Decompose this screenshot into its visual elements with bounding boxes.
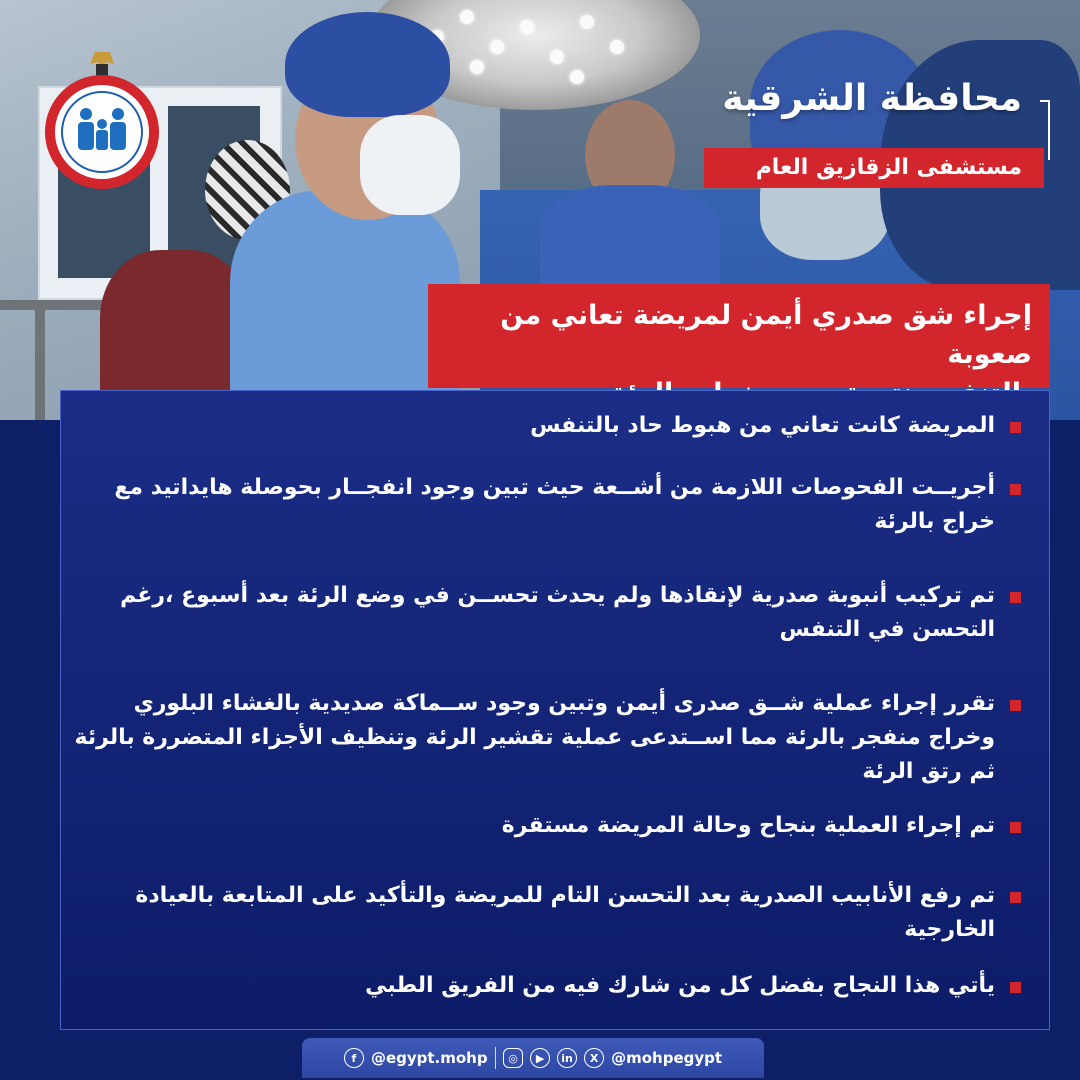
- bullet-marker-icon: [1010, 892, 1021, 903]
- bullet-item: [55, 579, 1021, 647]
- governorate-title: محافظة الشرقية: [722, 78, 1022, 119]
- bullet-line: الخارجية: [904, 917, 995, 942]
- bullet-item: [55, 969, 1021, 1003]
- bullet-line: تم إجراء العملية بنجاح وحالة المريضة مستقرة: [501, 813, 995, 838]
- content-panel: [60, 390, 1050, 1030]
- bullet-line: خراج بالرئة: [874, 509, 995, 534]
- iv-pole: [0, 300, 110, 310]
- bullet-marker-icon: [1010, 822, 1021, 833]
- ministry-logo: [40, 50, 165, 190]
- bullet-item: [55, 687, 1021, 789]
- instagram-icon[interactable]: ◎: [503, 1048, 523, 1068]
- bullet-line: التحسن في التنفس: [779, 617, 995, 642]
- headline-line-1: إجراء شق صدري أيمن لمريضة تعاني من صعوبة: [500, 300, 1032, 370]
- bullet-line: وخراج منفجر بالرئة مما اســتدعى عملية تقشير الرئة وتنظيف الأجزاء المتضررة بالرئة: [74, 725, 995, 750]
- social-handle[interactable]: @mohpegypt: [611, 1049, 723, 1067]
- bullet-item: [55, 809, 1021, 843]
- bullet-line: المريضة كانت تعاني من هبوط حاد بالتنفس: [530, 413, 995, 438]
- social-footer: [302, 1038, 764, 1078]
- bullet-item: [55, 409, 1021, 443]
- bullet-marker-icon: [1010, 700, 1021, 711]
- bullet-marker-icon: [1010, 982, 1021, 993]
- eagle-emblem-icon: [90, 52, 114, 78]
- bullet-line: يأتي هذا النجاح بفضل كل من شارك فيه من الفريق الطبي: [365, 973, 995, 998]
- headline-banner: [428, 284, 1050, 388]
- bullet-marker-icon: [1010, 422, 1021, 433]
- bullet-line: تم تركيب أنبوبة صدرية لإنقاذها ولم يحدث تحســن في وضع الرئة بعد أسبوع ،رغم: [120, 583, 995, 608]
- facebook-handle[interactable]: @egypt.mohp: [370, 1049, 488, 1067]
- hospital-label: مستشفى الزقازيق العام: [704, 148, 1044, 188]
- youtube-icon[interactable]: ▶: [530, 1048, 550, 1068]
- facebook-icon[interactable]: f: [344, 1048, 364, 1068]
- bullet-line: تقرر إجراء عملية شــق صدرى أيمن وتبين وجود ســماكة صديدية بالغشاء البلوري: [133, 691, 995, 716]
- bullet-item: [55, 471, 1021, 539]
- bullet-marker-icon: [1010, 592, 1021, 603]
- bullet-item: [55, 879, 1021, 947]
- bullet-line: أجريــت الفحوصات اللازمة من أشــعة حيث تبين وجود انفجــار بحوصلة هايداتيد مع: [114, 475, 995, 500]
- bullet-line: تم رفع الأنابيب الصدرية بعد التحسن التام للمريضة والتأكيد على المتابعة بالعيادة: [135, 883, 995, 908]
- corner-bracket-v: [1048, 100, 1050, 160]
- bullet-marker-icon: [1010, 484, 1021, 495]
- footer-divider: [495, 1047, 497, 1069]
- linkedin-icon[interactable]: in: [557, 1048, 577, 1068]
- x-icon[interactable]: X: [584, 1048, 604, 1068]
- bullet-line: ثم رتق الرئة: [862, 759, 995, 784]
